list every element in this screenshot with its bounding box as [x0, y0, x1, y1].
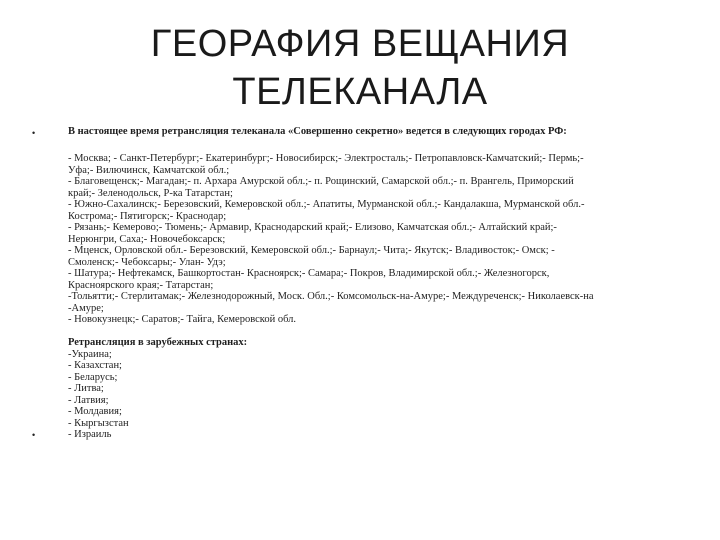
city-line: Нерюнгри, Саха;- Новочебоксарск; — [68, 233, 226, 245]
city-line: - Южно-Сахалинск;- Березовский, Кемеровской обл.;- Апатиты, Мурманской обл.;- Кандалакша, Мурманской обл.- — [68, 199, 585, 210]
country-item: - Молдавия; — [68, 406, 122, 417]
city-line: Смоленск;- Чебоксары;- Улан- Удэ; — [68, 256, 226, 268]
city-line: -Тольятти;- Стерлитамак;- Железнодорожный, Моск. Обл.;- Комсомольск-на-Амуре;- Междуреченск;- Николаевск-на — [68, 291, 594, 302]
bullet-icon: • — [32, 128, 36, 138]
city-line: край;- Зеленодольск, Р-ка Татарстан; — [68, 187, 233, 199]
city-line: - Новокузнецк;- Саратов;- Тайга, Кемеровской обл. — [68, 314, 297, 325]
foreign-countries-list — [68, 337, 698, 441]
country-item: - Казахстан; — [68, 360, 122, 371]
city-line: - Москва; - Санкт-Петербург;- Екатеринбург;- Новосибирск;- Электросталь;- Петропавловск-Камчатский;- Пермь;- — [68, 153, 584, 164]
country-item: -Украина; — [68, 348, 112, 360]
country-item: - Литва; — [68, 383, 104, 394]
city-line: - Благовещенск;- Магадан;- п. Архара Амурской обл.;- п. Рощинский, Самарской обл.;- п. Врангель, Приморский — [68, 176, 574, 187]
city-line: - Шатура;- Нефтекамск, Башкортостан- Красноярск;- Самара;- Покров, Владимирской обл.;- Железногорск, — [68, 268, 550, 279]
foreign-heading: Ретрансляция в зарубежных странах: — [68, 337, 248, 348]
slide-title-line-1: ГЕОРАФИЯ ВЕЩАНИЯ — [150, 23, 570, 65]
city-line: Уфа;- Вилючинск, Камчатской обл.; — [68, 164, 230, 176]
city-line: - Мценск, Орловской обл.- Березовский, Кемеровской обл.;- Барнаул;- Чита;- Якутск;- Владивосток;- Омск; - — [68, 245, 555, 256]
country-item: - Латвия; — [68, 394, 109, 406]
intro-text: В настоящее время ретрансляция телеканала «Совершенно секретно» ведется в следующих городах РФ: — [68, 126, 567, 137]
bullet-icon: • — [32, 430, 36, 440]
slide-title-line-2: ТЕЛЕКАНАЛА — [232, 71, 488, 113]
city-line: Кострома;- Пятигорск;- Краснодар; — [68, 210, 227, 222]
country-item: - Израиль — [68, 429, 112, 440]
city-line: -Амуре; — [68, 302, 104, 314]
country-item: - Кыргызстан — [68, 417, 129, 429]
city-line: - Рязань;- Кемерово;- Тюмень;- Армавир, Краснодарский край;- Елизово, Камчатская обл.;- Алтайский край;- — [68, 222, 557, 233]
city-line: Красноярского края;- Татарстан; — [68, 279, 214, 291]
slide-title — [0, 20, 720, 116]
russian-cities-list — [68, 153, 698, 326]
country-item: - Беларусь; — [68, 371, 118, 383]
